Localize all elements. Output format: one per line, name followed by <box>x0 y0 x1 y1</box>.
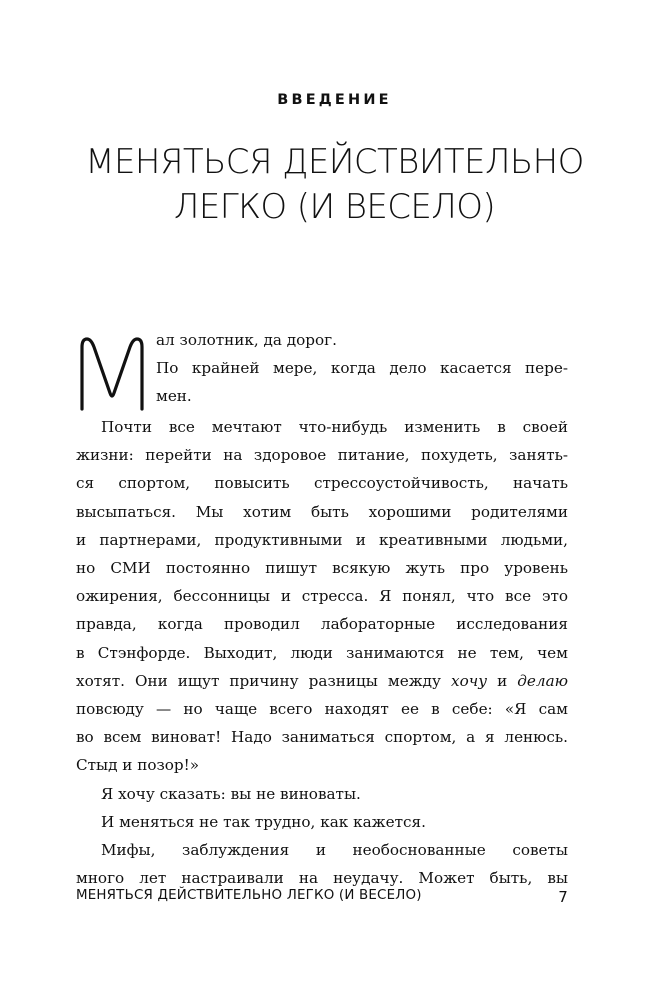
dropcap-m-glyph <box>76 333 148 413</box>
paragraph-3 <box>76 413 568 441</box>
text-line: ся спортом, повысить стрессоустойчивость, начать <box>76 474 568 493</box>
opening-paragraphs <box>76 326 568 411</box>
paragraph-3-cont <box>76 441 568 779</box>
text-line: ал золотник, да дорог. <box>156 331 337 349</box>
page-footer <box>76 888 568 912</box>
text-line: много лет настраивали на неудачу. Может быть, вы <box>76 869 568 888</box>
paragraph-5 <box>76 808 568 836</box>
paragraph-2 <box>76 354 568 410</box>
text-run: хотят. Они ищут причину разницы между <box>76 671 452 690</box>
text-line <box>76 667 568 695</box>
text-line: жизни: перейти на здоровое питание, похудеть, занять- <box>76 446 568 465</box>
text-line: Стыд и позор!» <box>76 756 200 775</box>
emphasis-text: делаю <box>517 671 569 690</box>
text-line: высыпаться. Мы хотим быть хорошими родителями <box>76 502 568 521</box>
paragraph-1 <box>76 326 568 354</box>
paragraph-6 <box>76 836 568 864</box>
text-line: ожирения, бессонницы и стресса. Я понял, что все это <box>76 587 568 606</box>
text-line: По крайней мере, когда дело касается пере- <box>156 359 568 378</box>
paragraph-4 <box>76 780 568 808</box>
running-title: МЕНЯТЬСЯ ДЕЙСТВИТЕЛЬНО ЛЕГКО (И ВЕСЕЛО) <box>76 888 422 903</box>
text-line: Я хочу сказать: вы не виноваты. <box>101 784 361 803</box>
text-line: повсюду — но чаще всего находят ее в себе: «Я сам <box>76 700 568 719</box>
text-line: И меняться не так трудно, как кажется. <box>101 812 426 831</box>
chapter-title <box>0 140 669 230</box>
section-label: ВВЕДЕНИЕ <box>277 92 392 108</box>
text-run: и <box>487 671 518 690</box>
text-line: правда, когда проводил лабораторные исследования <box>76 615 568 634</box>
page-number: 7 <box>558 888 568 906</box>
text-line: мен. <box>156 387 192 406</box>
chapter-title-line-2: ЛЕГКО (И ВЕСЕЛО) <box>173 187 496 227</box>
text-line: Мифы, заблуждения и необоснованные советы <box>101 841 568 860</box>
text-line: во всем виноват! Надо заниматься спортом, а я ленюсь. <box>76 728 568 747</box>
body-text <box>76 326 568 892</box>
dropcap-letter <box>76 333 148 413</box>
text-line: и партнерами, продуктивными и креативными людьми, <box>76 530 568 549</box>
emphasis-text: хочу <box>451 671 488 690</box>
text-line: в Стэнфорде. Выходит, люди занимаются не тем, чем <box>76 643 568 662</box>
text-line: Почти все мечтают что-нибудь изменить в своей <box>101 418 568 436</box>
text-line: но СМИ постоянно пишут всякую жуть про уровень <box>76 559 568 578</box>
chapter-title-line-1: МЕНЯТЬСЯ ДЕЙСТВИТЕЛЬНО <box>85 142 584 182</box>
